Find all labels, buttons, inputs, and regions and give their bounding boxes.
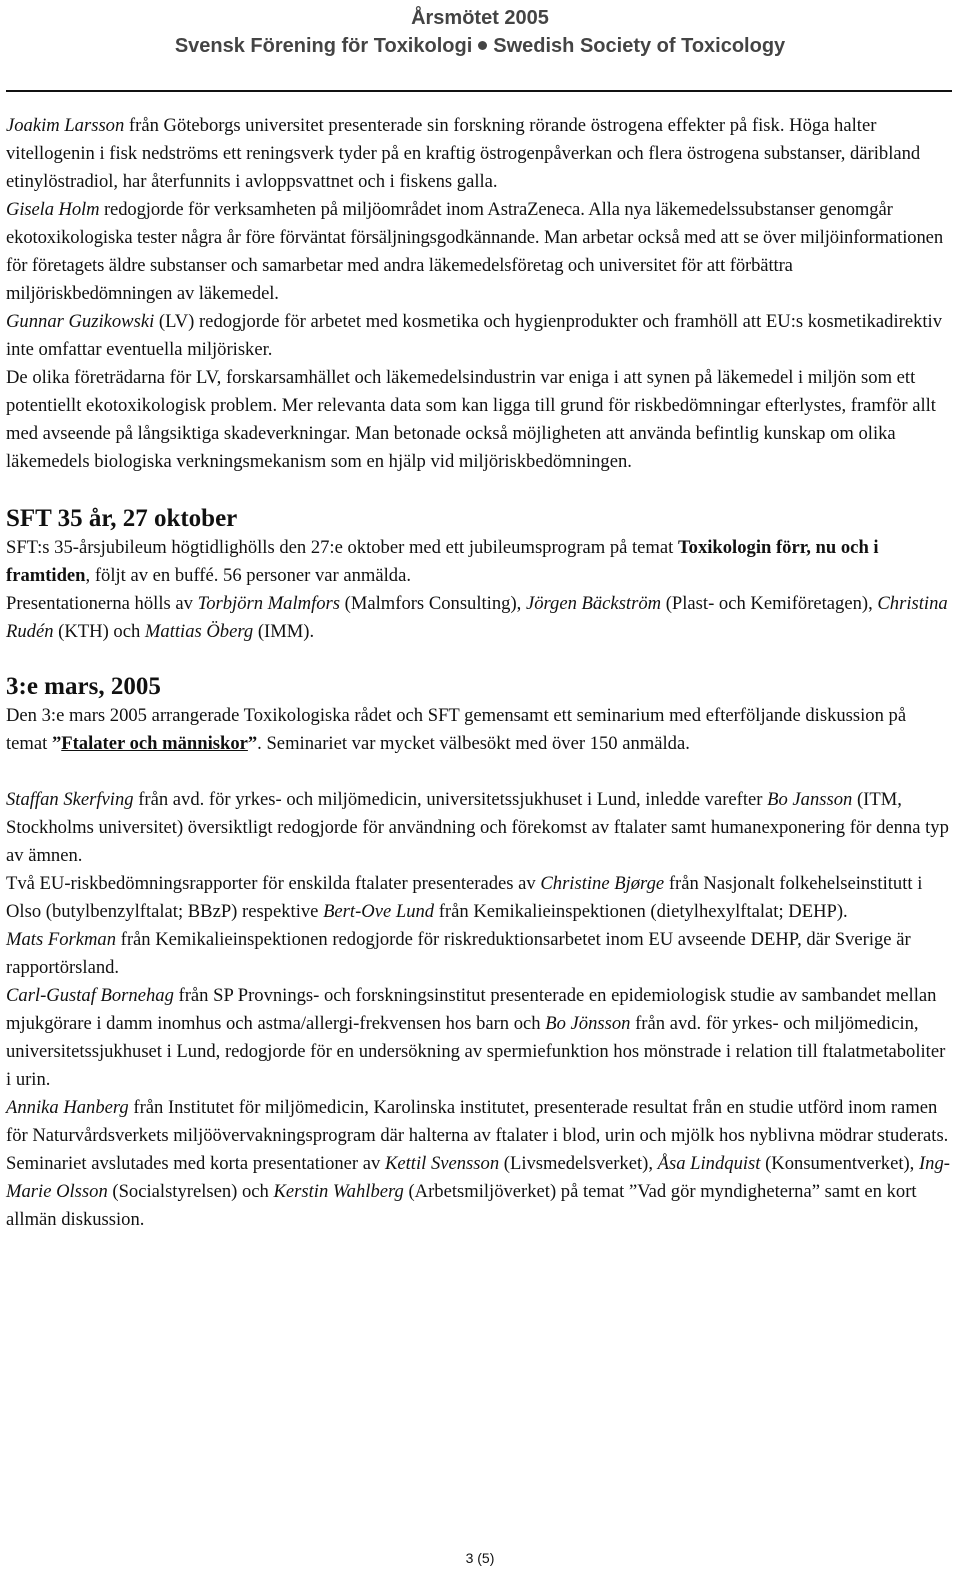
text-run: från Institutet för miljömedicin, Karolinska institutet, presenterade resultat från en studie utförd inom ramen för Naturvårdsverkets miljöövervakningsprogram där halterna av ftalater i blod, urin och mjölk hos nyblivna mödrar studerats. [6, 1097, 949, 1146]
person-name: Gisela Holm [6, 199, 100, 220]
text-run: från Kemikalieinspektionen (dietylhexylftalat; DEHP). [434, 901, 848, 922]
paragraph-skerfving [6, 786, 952, 870]
person-name: Bert-Ove Lund [323, 901, 435, 922]
person-name: Christina Rudén [6, 593, 948, 642]
person-name: Kerstin Wahlberg [273, 1181, 404, 1202]
paragraph-text: från Göteborgs universitet presenterade sin forskning rörande östrogena effekter på fisk. Höga halter vitellogenin i fisk nedströms ett reningsverk tyder på en kraftig östrogenpåverkan och flera östrogena substanser, däribland etinylöstradiol, har återfunnits i avloppsvattnet och i fiskens galla. [6, 115, 921, 192]
text-run: Seminariet avslutades med korta presentationer av [6, 1153, 385, 1174]
society-name-swedish: Svensk Förening för Toxikologi [174, 35, 473, 57]
text-run: från Kemikalieinspektionen redogjorde för riskreduktionsarbetet inom EU avseende DEHP, där Sverige är rapportörsland. [6, 929, 911, 978]
text-run: från Nasjonalt folkehelseinstitutt i Olso (butylbenzylftalat; BBzP) respektive [6, 873, 923, 922]
text-run: från SP Provnings- och forskningsinstitut presenterade en epidemiologisk studie av sambandet mellan mjukgörare i damm inomhus och astma/allergi-frekvensen hos barn och [6, 985, 937, 1034]
page-number: 3 (5) [465, 1550, 495, 1566]
text-run: (Malmfors Consulting), [340, 593, 526, 614]
paragraph-hanberg [6, 1094, 952, 1150]
text-run: , följt av en buffé. 56 personer var anmälda. [85, 565, 411, 586]
theme-title: Toxikologin förr, nu och i framtiden [6, 537, 879, 586]
paragraph-bornehag [6, 982, 952, 1094]
header-title: Årsmötet 2005 [411, 7, 549, 29]
person-name: Carl-Gustaf Bornehag [6, 985, 174, 1006]
seminar-theme-title: Ftalater och människor [61, 733, 248, 754]
paragraph-larsson [6, 112, 952, 196]
paragraph-forkman [6, 926, 952, 982]
person-name: Christine Bjørge [540, 873, 665, 894]
paragraph-mars-intro [6, 702, 952, 758]
text-run: (Livsmedelsverket), [499, 1153, 658, 1174]
spacer [6, 758, 952, 786]
person-name: Joakim Larsson [6, 115, 125, 136]
document-body [6, 112, 952, 1234]
person-name: Mattias Öberg [144, 621, 254, 642]
paragraph-summary: De olika företrädarna för LV, forskarsamhället och läkemedelsindustrin var eniga i att synen på läkemedel i miljön som ett potentiellt ekotoxikologisk problem. Mer relevanta data som kan ligga till grund för riskbedömningar efterlystes, framför allt med avseende på långsiktiga skadeverkningar. Man betonade också möjligheten att använda befintlig kunskap om olika läkemedels biologiska verkningsmekanism som en hjälp vid miljöriskbedömningen. [6, 367, 936, 472]
text-run: . Seminariet var mycket välbesökt med över 150 anmälda. [257, 733, 690, 754]
text-run: Presentationerna hölls av [6, 593, 198, 614]
paragraph-holm [6, 196, 952, 308]
person-name: Torbjörn Malmfors [197, 593, 340, 614]
paragraph-text: (LV) redogjorde för arbetet med kosmetika och hygienprodukter och framhöll att EU:s kosmetikadirektiv inte omfattar eventuella miljörisker. [6, 311, 943, 360]
text-run: (Plast- och Kemiföretagen), [661, 593, 878, 614]
text-run: Den 3:e mars 2005 arrangerade Toxikologiska rådet och SFT gemensamt ett seminarium med efterföljande diskussion på temat [6, 705, 907, 754]
paragraph-guzikowski [6, 308, 952, 364]
person-name: Kettil Svensson [384, 1153, 500, 1174]
person-name: Mats Forkman [6, 929, 117, 950]
text-run: (KTH) och [53, 621, 145, 642]
person-name: Bo Jansson [767, 789, 853, 810]
text-run: (Arbetsmiljöverket) på temat ”Vad gör myndigheterna” samt en kort allmän diskussion. [6, 1181, 917, 1230]
paragraph-closing [6, 1150, 952, 1234]
person-name: Staffan Skerfving [6, 789, 134, 810]
section-heading-sft: SFT 35 år, 27 oktober [6, 505, 238, 532]
text-run: (IMM). [253, 621, 315, 642]
text-run: SFT:s 35-årsjubileum högtidlighölls den 27:e oktober med ett jubileumsprogram på temat [6, 537, 678, 558]
person-name: Bo Jönsson [545, 1013, 631, 1034]
paragraph-eu-reports [6, 870, 952, 926]
text-run: från avd. för yrkes- och miljömedicin, universitetssjukhuset i Lund, inledde varefter [133, 789, 768, 810]
person-name: Jörgen Bäckström [525, 593, 662, 614]
person-name: Åsa Lindquist [657, 1153, 761, 1174]
quote-mark: ” [51, 733, 62, 754]
text-run: (Socialstyrelsen) och [107, 1181, 274, 1202]
quote-mark: ” [247, 733, 258, 754]
paragraph-text: redogjorde för verksamheten på miljöområdet inom AstraZeneca. Alla nya läkemedelssubstanser genomgår ekotoxikologiska tester några år före förväntat försäljningsgodkännande. Man arbetar också med att se över miljöinformationen för företagets äldre substanser och samarbetar med andra läkemedelsföretag och universitet för att förbättra miljöriskbedömningen av läkemedel. [6, 199, 944, 304]
paragraph-sft-presenters [6, 590, 952, 646]
header-society [0, 32, 960, 60]
person-name: Gunnar Guzikowski [6, 311, 155, 332]
society-name-english: Swedish Society of Toxicology [493, 35, 786, 57]
text-run: Två EU-riskbedömningsrapporter för enskilda ftalater presenterades av [6, 873, 541, 894]
text-run: från avd. för yrkes- och miljömedicin, universitetssjukhuset i Lund, redogjorde för en undersökning av spermiefunktion hos mönstrade i relation till ftalatmetaboliter i urin. [6, 1013, 946, 1090]
person-name: Ing-Marie Olsson [6, 1153, 950, 1202]
paragraph-sft-jubilee [6, 534, 952, 590]
header-divider [6, 90, 952, 92]
text-run: (ITM, Stockholms universitet) översiktligt redogjorde för användning och förekomst av ftalater samt humanexponering för denna typ av ämnen. [6, 789, 949, 866]
bullet-dot-icon [478, 41, 487, 50]
person-name: Annika Hanberg [6, 1097, 129, 1118]
section-heading-mars: 3:e mars, 2005 [6, 673, 161, 700]
text-run: (Konsumentverket), [760, 1153, 919, 1174]
page-header [0, 4, 960, 60]
